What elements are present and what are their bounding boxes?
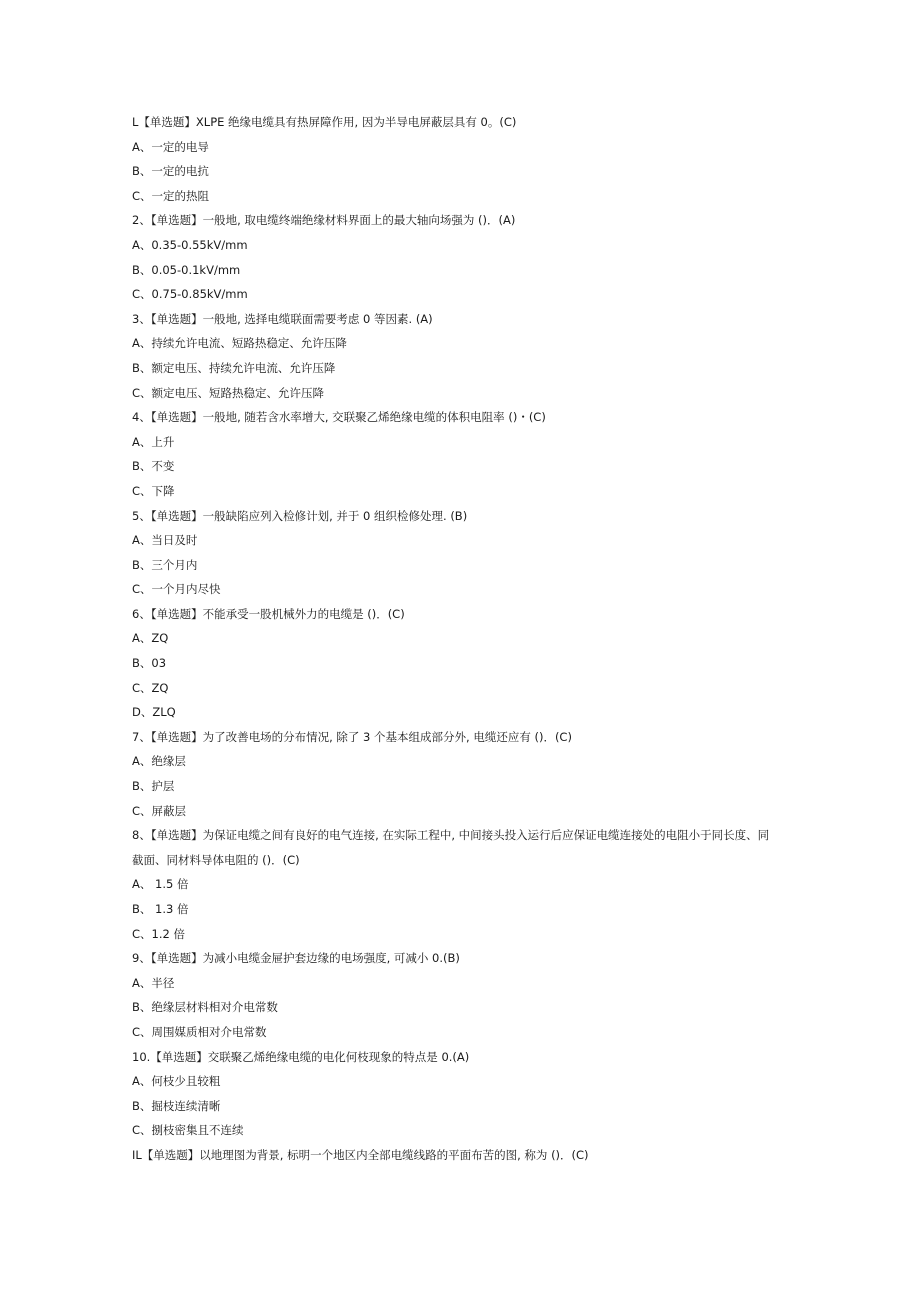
question-2: 2、【单选题】一般地, 取电缆终端绝缘材料界面上的最大轴向场强为 ()．(A) [132, 213, 516, 228]
question-8: 8、【单选题】为保证电缆之间有良好的电气连接, 在实际工程中, 中间接头投入运行后应保证电缆连接处的电阻小于同长度、同 [132, 828, 770, 843]
question-3-option-b: B、额定电压、持续允许电流、允许压降 [132, 360, 336, 375]
question-7-option-a: A、绝缘层 [132, 754, 186, 769]
question-1-option-c: C、一定的热阻 [132, 188, 210, 203]
question-1-option-b: B、一定的电抗 [132, 164, 209, 179]
question-8-option-a: A、 1.5 倍 [132, 877, 189, 892]
question-4-option-c: C、下降 [132, 483, 175, 498]
question-6: 6、【单选题】不能承受一股机械外力的电缆是 ()．(C) [132, 606, 405, 621]
question-7-option-b: B、护层 [132, 779, 175, 794]
question-5-option-c: C、一个月内尽快 [132, 582, 221, 597]
question-3-option-c: C、额定电压、短路热稳定、允许压降 [132, 385, 325, 400]
question-9-option-a: A、半径 [132, 975, 175, 990]
question-7: 7、【单选题】为了改善电场的分布情况, 除了 3 个基本组成部分外, 电缆还应有 ()．(C) [132, 729, 572, 744]
question-5-option-b: B、三个月内 [132, 557, 198, 572]
question-10-option-c: C、捌枝密集且不连续 [132, 1123, 244, 1138]
question-6-option-a: A、ZQ [132, 631, 169, 646]
question-2-option-b: B、0.05-0.1kV/mm [132, 262, 241, 277]
question-11: IL【单选题】以地理图为背景, 标明一个地区内全部电缆线路的平面布苦的图, 称为 ()．(C) [132, 1147, 589, 1162]
question-6-option-b: B、03 [132, 656, 167, 671]
question-8-continuation: 截面、同材料导体电阻的 ()．(C) [132, 852, 300, 867]
question-9: 9、【单选题】为减小电缆金屉护套边缘的电场强度, 可减小 0.(B) [132, 951, 460, 966]
question-3: 3、【单选题】一般地, 选择电缆联面需要考虑 0 等因素. (A) [132, 311, 433, 326]
question-3-option-a: A、持续允许电流、短路热稳定、允许压降 [132, 336, 347, 351]
question-8-option-c: C、1.2 倍 [132, 926, 185, 941]
question-6-option-c: C、ZQ [132, 680, 169, 695]
document-body [132, 110, 792, 1168]
question-1: L【单选题】XLPE 绝缘电缆具有热屏障作用, 因为半导电屏蔽层具有 0。(C) [132, 115, 517, 129]
question-2-option-a: A、0.35-0.55kV/mm [132, 237, 248, 252]
question-10-option-b: B、掘枝连续清晰 [132, 1098, 221, 1113]
question-1-option-a: A、一定的电导 [132, 139, 209, 154]
question-5-option-a: A、当日及时 [132, 533, 198, 548]
question-6-option-d: D、ZLQ [132, 705, 176, 720]
question-4: 4、【单选题】一般地, 随若含水率增大, 交联聚乙烯绝缘电缆的体积电阻率 ()・(C) [132, 410, 546, 425]
question-8-option-b: B、 1.3 倍 [132, 902, 189, 916]
question-4-option-b: B、不变 [132, 459, 175, 474]
question-10: 10.【单选题】交联聚乙烯绝缘电缆的电化何枝现象的特点是 0.(A) [132, 1049, 470, 1064]
question-9-option-b: B、绝缘层材料相对介电常数 [132, 1000, 278, 1015]
question-4-option-a: A、上升 [132, 434, 175, 449]
question-5: 5、【单选题】一般缺陷应列入检修计划, 并于 0 组织检修处理. (B) [132, 508, 468, 523]
question-2-option-c: C、0.75-0.85kV/mm [132, 287, 248, 302]
question-9-option-c: C、周围媒质相对介电常数 [132, 1024, 267, 1039]
question-7-option-c: C、屏蔽层 [132, 803, 187, 818]
question-10-option-a: A、何枝少且较粗 [132, 1074, 221, 1089]
